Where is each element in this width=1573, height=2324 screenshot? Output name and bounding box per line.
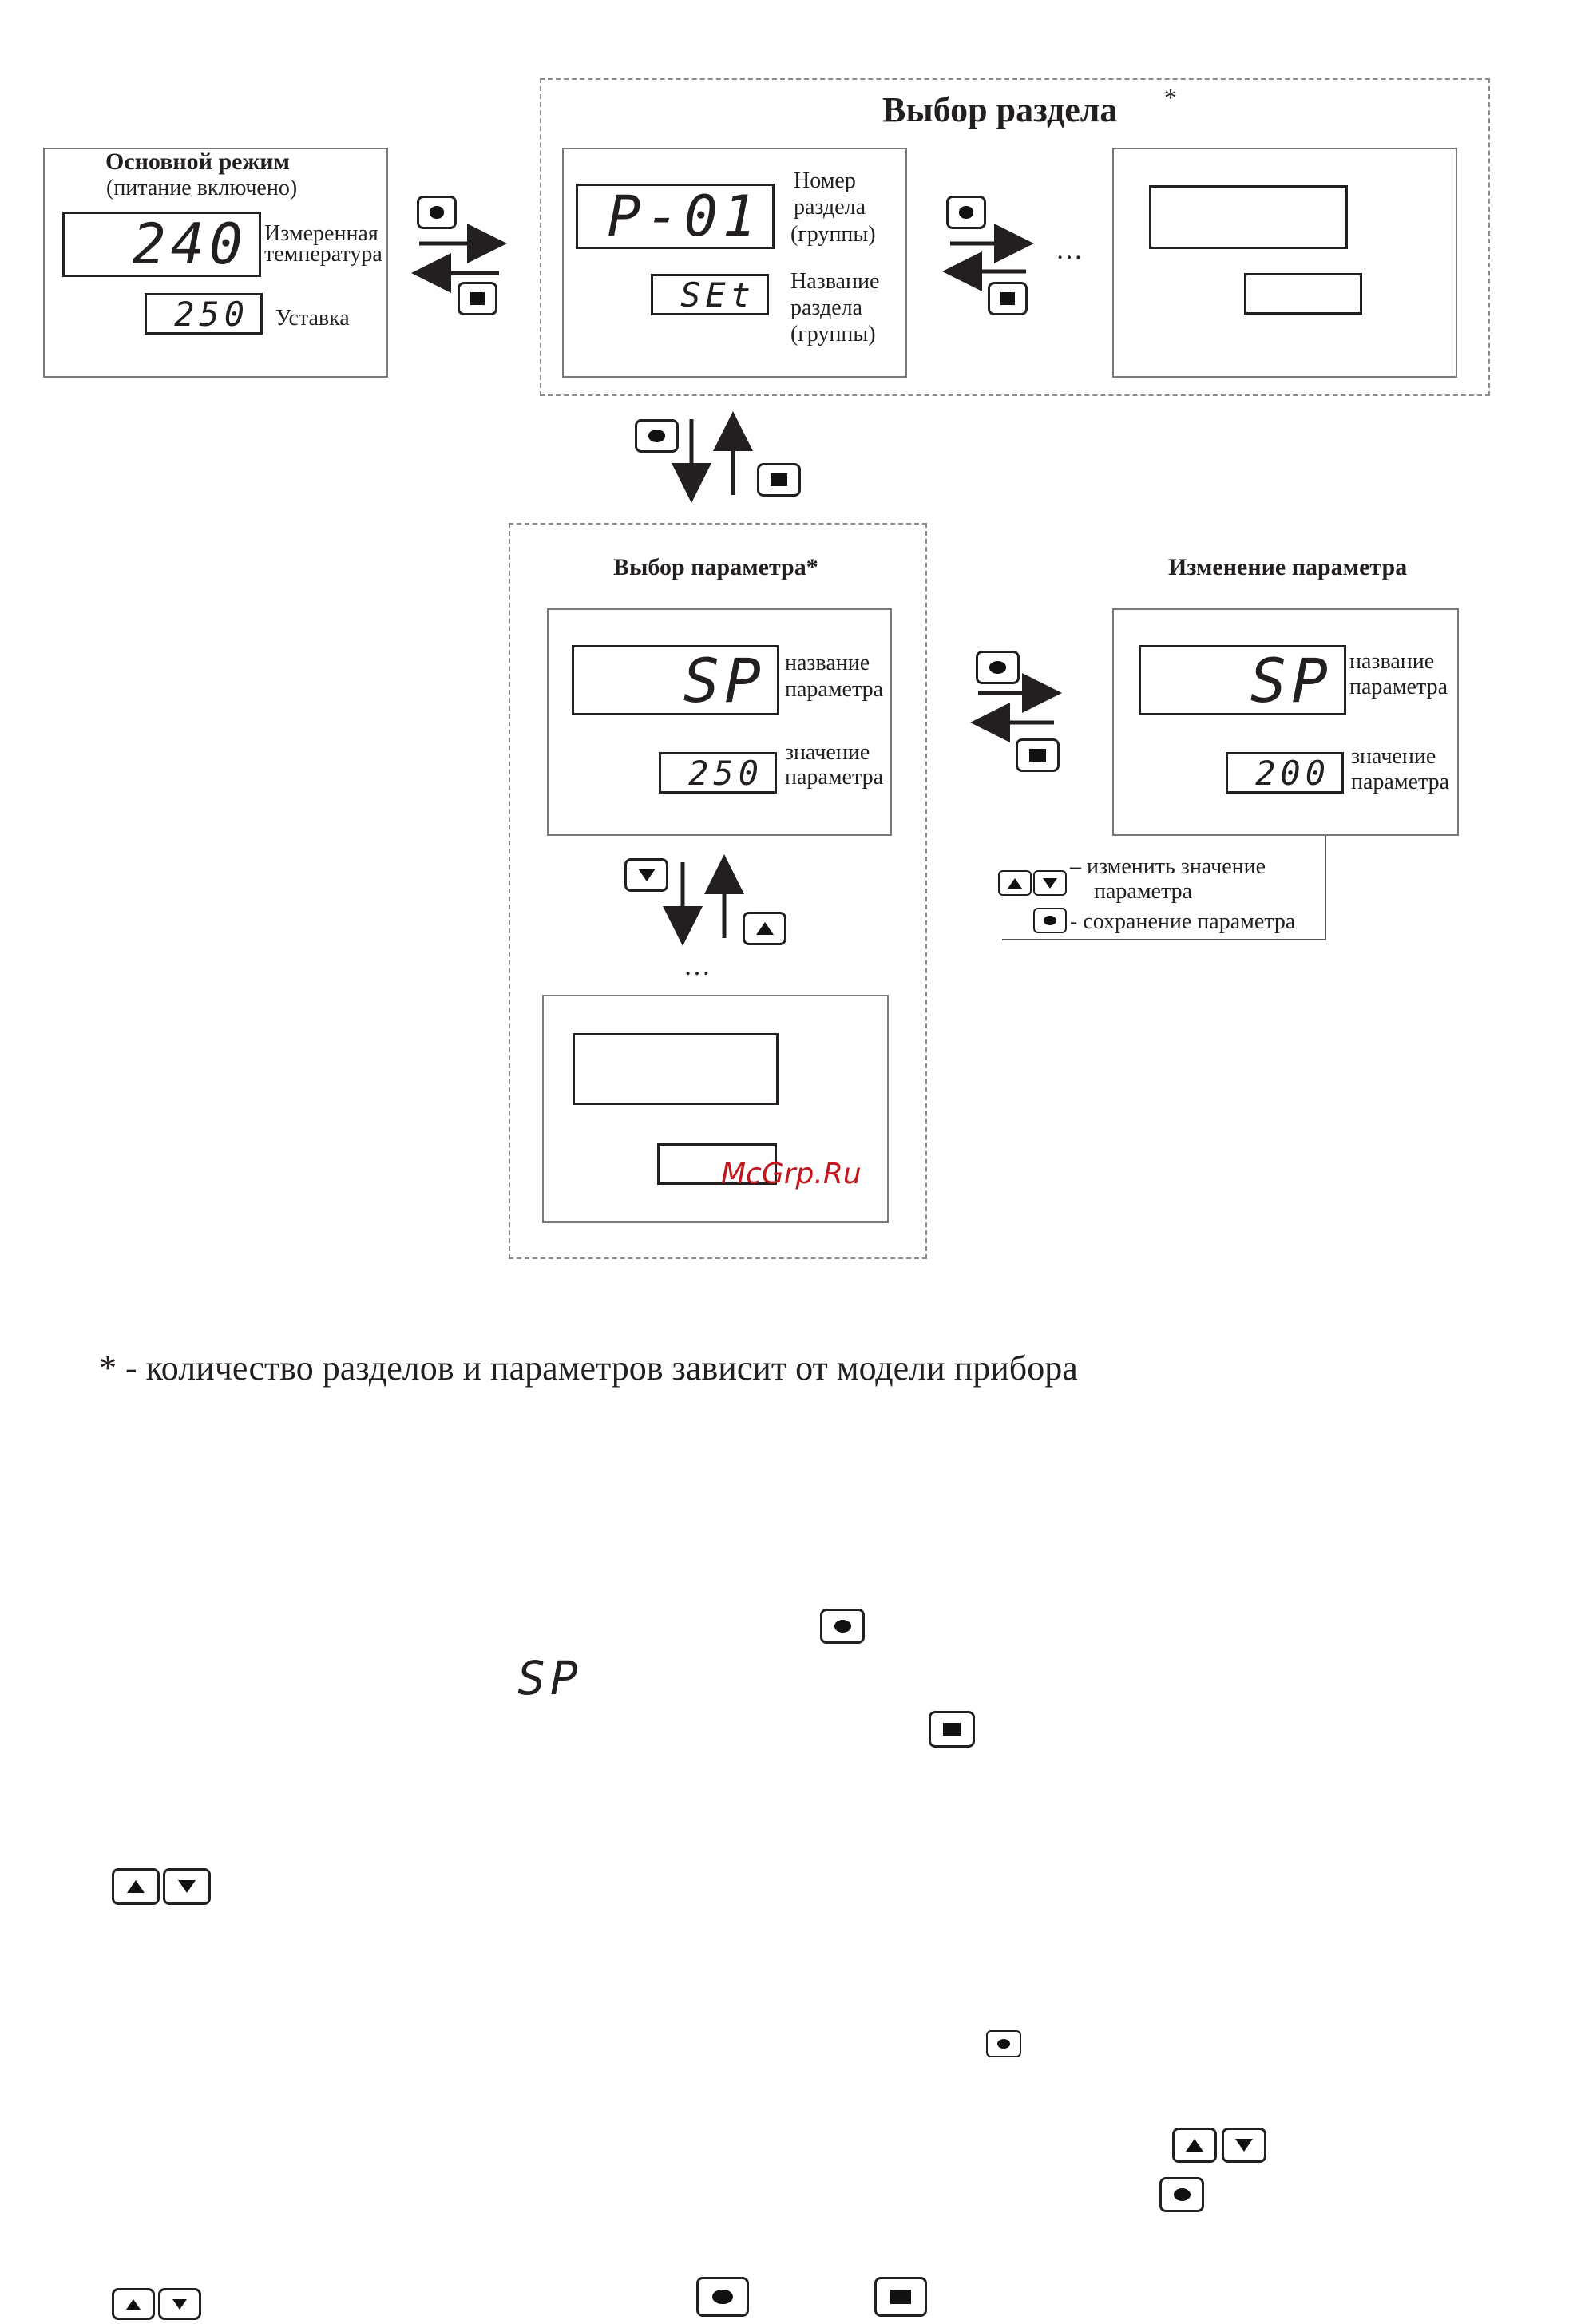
- param-name-display: SP: [572, 645, 779, 715]
- up-button-icon: [112, 1868, 160, 1905]
- exit-button-icon: [929, 1711, 975, 1748]
- section-select-asterisk: *: [1164, 83, 1177, 112]
- exit-button-icon: [458, 282, 497, 315]
- section-select-title: Выбор раздела: [882, 90, 1118, 129]
- param-name-label-2: параметра: [785, 677, 883, 702]
- next-param-main-display: [573, 1033, 779, 1105]
- section-name-label-2: раздела: [790, 295, 863, 320]
- main-mode-title: Основной режим: [105, 148, 290, 175]
- enter-button-icon: [946, 196, 986, 229]
- up-button-icon: [1172, 2128, 1217, 2163]
- section-name-label-3: (группы): [790, 322, 876, 346]
- next-section-panel: [1112, 148, 1457, 378]
- enter-button-icon: [986, 2030, 1021, 2057]
- section-number-label-1: Номер: [794, 168, 856, 193]
- down-button-icon: [1033, 870, 1067, 896]
- down-button-icon: [624, 858, 668, 892]
- change-name-label-2: параметра: [1349, 675, 1448, 699]
- up-button-icon: [112, 2288, 155, 2320]
- section-number-display: P-01: [576, 184, 775, 249]
- section-number-label-3: (группы): [790, 222, 876, 247]
- measured-label-2: температура: [264, 242, 382, 267]
- exit-button-icon: [988, 282, 1028, 315]
- section-name-label-1: Название: [790, 269, 880, 294]
- next-section-main-display: [1149, 185, 1348, 249]
- section-number-label-2: раздела: [794, 195, 866, 220]
- watermark: McGrp.Ru: [721, 1158, 862, 1190]
- main-setpoint-display: 250: [145, 293, 263, 335]
- next-section-small-display: [1244, 273, 1362, 315]
- main-mode-subtitle: (питание включено): [106, 176, 298, 200]
- section-ellipsis: …: [1056, 236, 1083, 265]
- footnote: * - количество разделов и параметров зависит от модели прибора: [99, 1348, 1078, 1388]
- enter-button-icon: [635, 419, 679, 453]
- param-value-label-1: значение: [785, 740, 870, 765]
- up-button-icon: [743, 912, 786, 945]
- exit-button-icon: [874, 2277, 927, 2317]
- enter-button-icon: [820, 1609, 865, 1644]
- inline-sp-glyph: SP: [517, 1651, 583, 1705]
- enter-button-icon: [1159, 2177, 1204, 2212]
- param-value-display: 250: [659, 752, 777, 794]
- up-button-icon: [998, 870, 1032, 896]
- exit-button-icon: [757, 463, 801, 497]
- enter-button-icon: [1033, 908, 1067, 933]
- hint-save: - сохранение параметра: [1070, 909, 1296, 934]
- param-value-label-2: параметра: [785, 765, 883, 790]
- section-name-display: SEt: [651, 274, 769, 315]
- down-button-icon: [163, 1868, 211, 1905]
- param-panel: [547, 608, 892, 836]
- change-value-label-2: параметра: [1351, 770, 1449, 794]
- change-value-display: 200: [1226, 752, 1344, 794]
- enter-button-icon: [976, 651, 1020, 684]
- enter-button-icon: [696, 2277, 749, 2317]
- hint-change-line-1: – изменить значение: [1070, 854, 1266, 879]
- param-select-title: Выбор параметра*: [613, 554, 818, 580]
- change-name-label-1: название: [1349, 649, 1435, 674]
- down-button-icon: [1222, 2128, 1266, 2163]
- measured-label-1: Измеренная: [264, 221, 378, 246]
- param-change-title: Изменение параметра: [1168, 554, 1408, 580]
- down-button-icon: [158, 2288, 201, 2320]
- main-temperature-display: 240: [62, 212, 261, 277]
- enter-button-icon: [417, 196, 457, 229]
- param-ellipsis: …: [683, 952, 711, 981]
- param-name-label-1: название: [785, 651, 870, 675]
- change-value-label-1: значение: [1351, 744, 1436, 769]
- param-change-panel: [1112, 608, 1459, 836]
- exit-button-icon: [1016, 738, 1060, 772]
- setpoint-label: Уставка: [275, 306, 350, 331]
- hint-change-line-2: параметра: [1094, 879, 1192, 904]
- change-name-display: SP: [1139, 645, 1346, 715]
